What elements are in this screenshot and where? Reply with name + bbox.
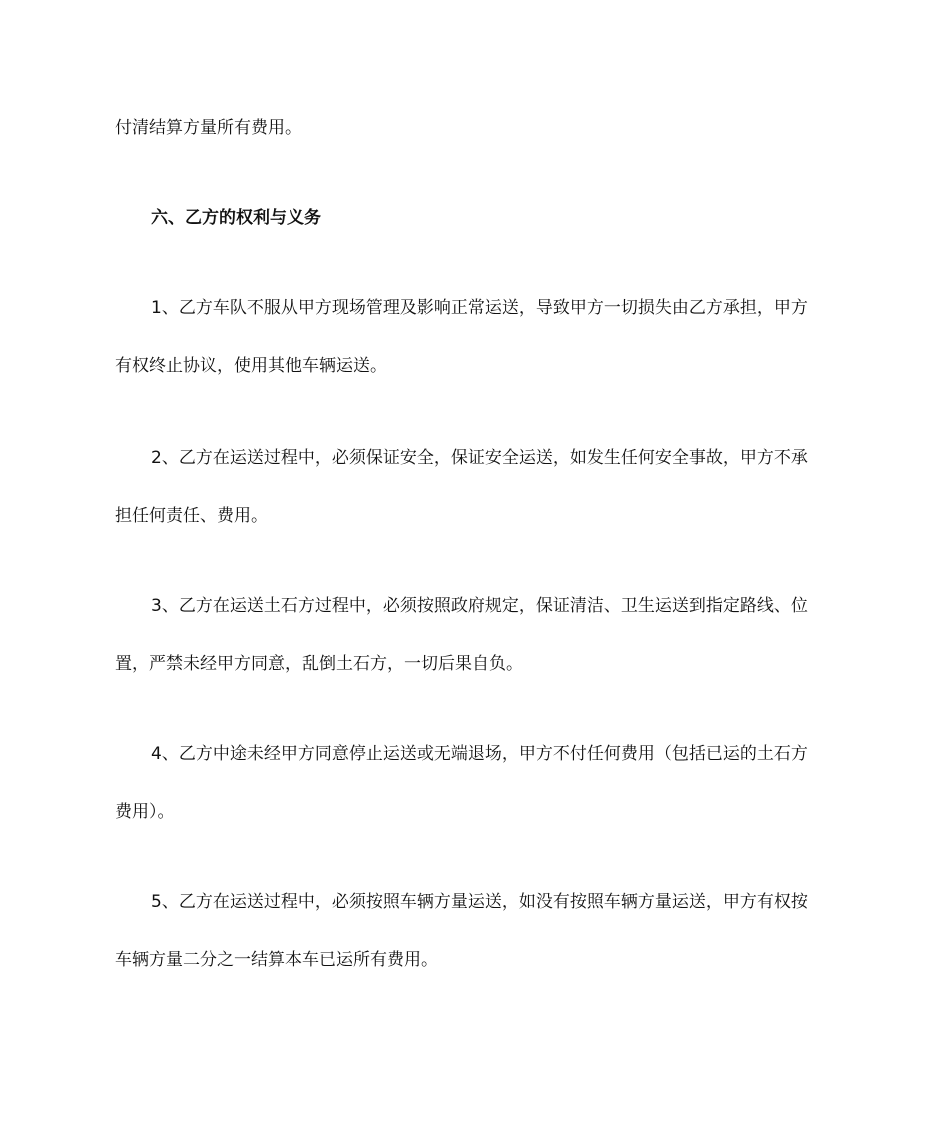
item-3-line-1: 3、乙方在运送土石方过程中，必须按照政府规定，保证清洁、卫生运送到指定路线、位 <box>151 596 808 616</box>
item-2-line-1: 2、乙方在运送过程中，必须保证安全，保证安全运送，如发生任何安全事故，甲方不承 <box>151 448 808 468</box>
item-4-line-2: 费用）。 <box>115 802 175 822</box>
item-4-line-1: 4、乙方中途未经甲方同意停止运送或无端退场，甲方不付任何费用（包括已运的土石方 <box>151 744 808 764</box>
item-1-line-2: 有权终止协议，使用其他车辆运送。 <box>115 356 387 376</box>
section-heading: 六、乙方的权利与义务 <box>151 208 321 228</box>
item-2-line-2: 担任何责任、费用。 <box>115 506 268 526</box>
item-5-line-1: 5、乙方在运送过程中，必须按照车辆方量运送，如没有按照车辆方量运送，甲方有权按 <box>151 892 808 912</box>
item-5-line-2: 车辆方量二分之一结算本车已运所有费用。 <box>115 950 438 970</box>
item-3-line-2: 置，严禁未经甲方同意，乱倒土石方，一切后果自负。 <box>115 654 523 674</box>
continuation-text: 付清结算方量所有费用。 <box>115 118 302 138</box>
item-1-line-1: 1、乙方车队不服从甲方现场管理及影响正常运送，导致甲方一切损失由乙方承担，甲方 <box>151 298 808 318</box>
